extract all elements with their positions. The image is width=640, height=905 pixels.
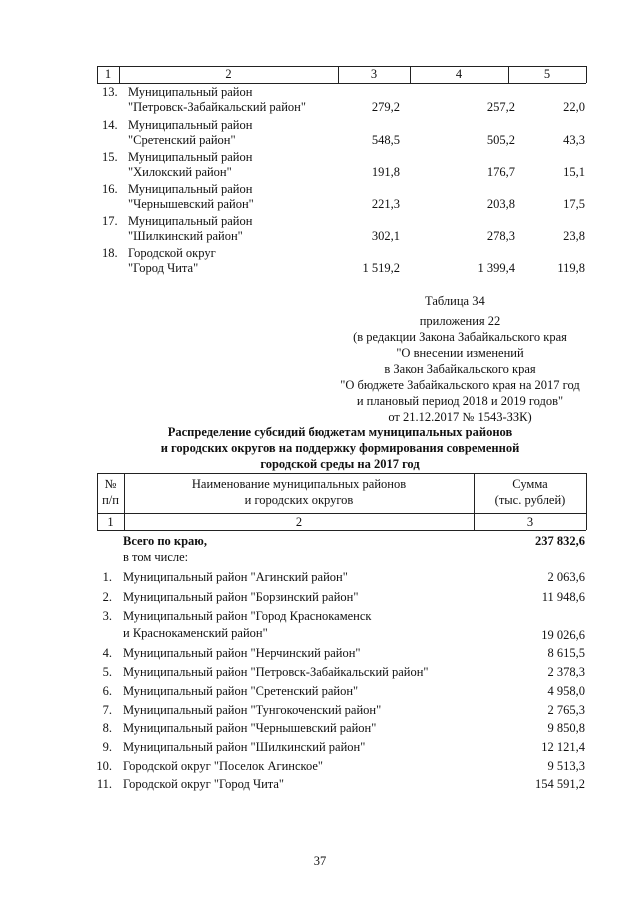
top-row-col5: 23,8 [563, 229, 585, 243]
main-table-border [97, 530, 586, 531]
top-row-number: 17. [102, 214, 118, 228]
top-row-col4: 505,2 [486, 133, 515, 147]
table-label: Таблица 34 [425, 294, 485, 308]
row-number: 10. [96, 759, 112, 773]
row-number: 3. [102, 609, 112, 623]
row-name: Муниципальный район "Город Краснокаменск [123, 609, 372, 623]
top-row-name: "Шилкинский район" [128, 229, 243, 243]
top-row-col5: 17,5 [563, 197, 585, 211]
row-value: 19 026,6 [541, 628, 585, 642]
appendix-line: "О внесении изменений [396, 346, 524, 360]
appendix-line: "О бюджете Забайкальского края на 2017 год [340, 378, 580, 392]
top-row-col5: 119,8 [557, 261, 585, 275]
header-name: Наименование муниципальных районов [191, 477, 407, 491]
top-row-name: Городской округ [128, 246, 216, 260]
header-number: № [104, 477, 117, 491]
title-line: Распределение субсидий бюджетам муниципальных районов [167, 425, 513, 439]
row-value: 2 378,3 [547, 665, 585, 679]
row-name: Муниципальный район "Шилкинский район" [123, 740, 366, 754]
row-number: 6. [102, 684, 112, 698]
column-number: 3 [526, 515, 534, 529]
top-row-name: Муниципальный район [128, 182, 253, 196]
top-row-col5: 22,0 [563, 100, 585, 114]
column-number: 2 [295, 515, 303, 529]
main-table-divider [586, 473, 587, 530]
title-line: и городских округов на поддержку формирования современной [160, 441, 520, 455]
row-value: 9 513,3 [547, 759, 585, 773]
row-number: 8. [102, 721, 112, 735]
row-number: 11. [96, 777, 112, 791]
top-header-col5: 5 [543, 67, 551, 81]
top-row-name: "Петровск-Забайкальский район" [128, 100, 306, 114]
row-value: 9 850,8 [547, 721, 585, 735]
top-row-name: Муниципальный район [128, 150, 253, 164]
main-table-border [97, 513, 586, 514]
column-number: 1 [107, 515, 114, 529]
top-row-number: 18. [102, 246, 118, 260]
appendix-line: и плановый период 2018 и 2019 годов" [356, 394, 564, 408]
top-row-name: Муниципальный район [128, 118, 253, 132]
top-row-col3: 221,3 [371, 197, 400, 211]
header-sum: (тыс. рублей) [494, 493, 566, 507]
top-row-col5: 43,3 [563, 133, 585, 147]
page-number: 37 [313, 854, 327, 868]
total-value: 237 832,6 [535, 534, 585, 548]
row-name: Муниципальный район "Нерчинский район" [123, 646, 361, 660]
top-row-col3: 548,5 [371, 133, 400, 147]
row-value: 154 591,2 [535, 777, 585, 791]
top-table-border [97, 83, 586, 84]
row-name-continued: и Краснокаменский район" [123, 626, 268, 640]
row-name: Городской округ "Город Чита" [123, 777, 285, 791]
row-value: 8 615,5 [547, 646, 585, 660]
top-row-name: Муниципальный район [128, 214, 253, 228]
top-row-col4: 176,7 [486, 165, 515, 179]
row-number: 2. [102, 590, 112, 604]
top-row-col3: 302,1 [371, 229, 400, 243]
top-table-divider [586, 66, 587, 83]
top-row-col4: 278,3 [486, 229, 515, 243]
main-table-border [97, 473, 586, 474]
top-row-name: "Город Чита" [128, 261, 199, 275]
top-row-name: "Сретенский район" [128, 133, 236, 147]
total-label: Всего по краю, [123, 534, 207, 548]
top-row-col3: 191,8 [371, 165, 400, 179]
appendix-line: (в редакции Закона Забайкальского края [353, 330, 567, 344]
title-line: городской среды на 2017 год [260, 457, 420, 471]
top-row-name: Муниципальный район [128, 85, 253, 99]
top-row-col5: 15,1 [563, 165, 585, 179]
header-number: п/п [102, 493, 119, 507]
appendix-line: от 21.12.2017 № 1543-ЗЗК) [388, 410, 532, 424]
row-name: Муниципальный район "Тунгокоченский район" [123, 703, 382, 717]
row-number: 9. [102, 740, 112, 754]
top-header-col1: 1 [104, 67, 112, 81]
top-row-col4: 203,8 [486, 197, 515, 211]
row-value: 4 958,0 [547, 684, 585, 698]
including-label: в том числе: [123, 550, 189, 564]
top-row-col3: 1 519,2 [362, 261, 400, 275]
top-row-col4: 257,2 [486, 100, 515, 114]
row-number: 1. [102, 570, 112, 584]
row-value: 12 121,4 [541, 740, 585, 754]
top-row-col3: 279,2 [371, 100, 400, 114]
row-number: 7. [102, 703, 112, 717]
top-row-name: "Чернышевский район" [128, 197, 254, 211]
top-header-col3: 3 [370, 67, 378, 81]
row-number: 5. [102, 665, 112, 679]
row-name: Муниципальный район "Сретенский район" [123, 684, 359, 698]
row-value: 2 765,3 [547, 703, 585, 717]
appendix-line: в Закон Забайкальского края [384, 362, 536, 376]
row-value: 2 063,6 [547, 570, 585, 584]
top-row-col4: 1 399,4 [477, 261, 515, 275]
appendix-line: приложения 22 [419, 314, 501, 328]
header-sum: Сумма [512, 477, 548, 491]
top-header-col2: 2 [225, 67, 232, 81]
row-number: 4. [102, 646, 112, 660]
row-name: Муниципальный район "Борзинский район" [123, 590, 359, 604]
top-row-number: 15. [102, 150, 118, 164]
top-row-number: 14. [102, 118, 118, 132]
row-name: Муниципальный район "Петровск-Забайкальский район" [123, 665, 429, 679]
top-header-col4: 4 [455, 67, 463, 81]
row-name: Городской округ "Поселок Агинское" [123, 759, 324, 773]
top-row-number: 16. [102, 182, 118, 196]
top-row-number: 13. [102, 85, 118, 99]
row-value: 11 948,6 [541, 590, 585, 604]
row-name: Муниципальный район "Чернышевский район" [123, 721, 377, 735]
top-row-name: "Хилокский район" [128, 165, 232, 179]
header-name: и городских округов [244, 493, 354, 507]
row-name: Муниципальный район "Агинский район" [123, 570, 348, 584]
